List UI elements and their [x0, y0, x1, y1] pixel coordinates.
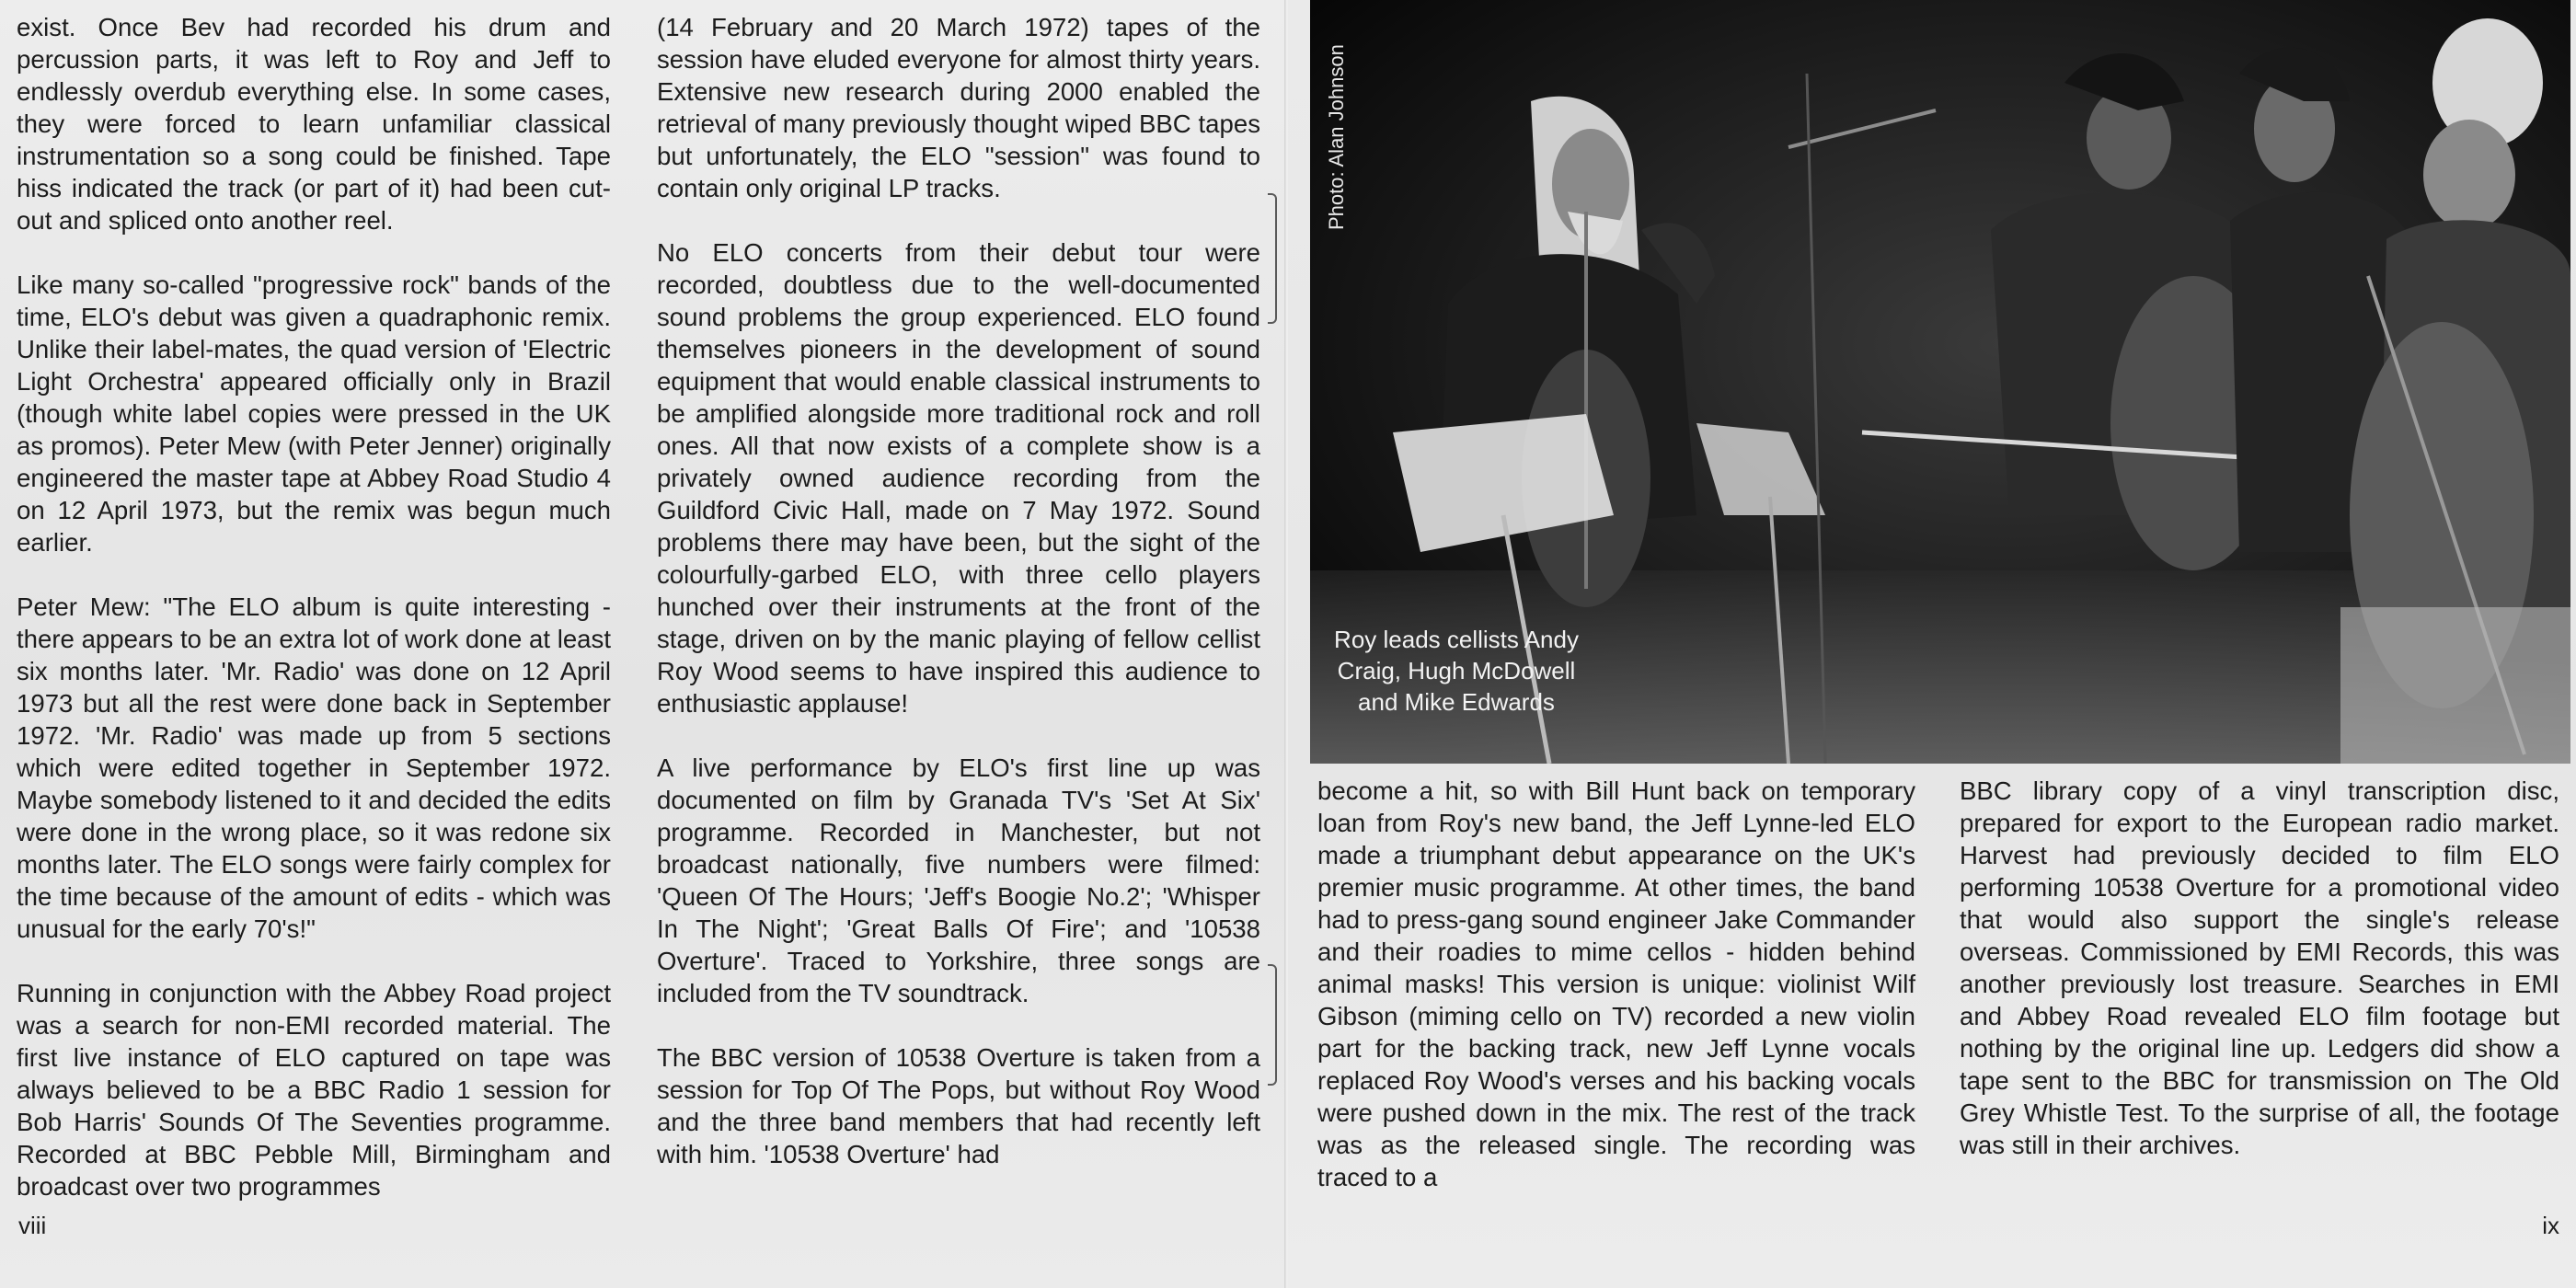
paragraph: Like many so-called "progressive rock" bands of the time, ELO's debut was given a quadraphonic remix. Unlike their label-mates, the quad version of 'Electric Light Orchestra' appeared officially only in Brazil (though white label copies were pressed in the UK as promos). Peter Mew (with Peter Jenner) originally engineered the master tape at Abbey Road Studio 4 on 12 April 1973, but the remix was begun much earlier. [17, 270, 611, 557]
paragraph: BBC library copy of a vinyl transcription disc, prepared for export to the European radio market. Harvest had previously decided to film ELO performing 10538 Overture for a promotional video that would also support the single's release overseas. Commissioned by EMI Records, this was another previously lost treasure. Searches in EMI and Abbey Road revealed ELO film footage but nothing by the original line up. Ledgers did show a tape sent to the BBC for transmission on The Old Grey Whistle Test. To the surprise of all, the footage was still in their archives. [1960, 776, 2559, 1159]
right-page [1288, 0, 2576, 1288]
right-page-column-1 [1317, 775, 1915, 1193]
left-page [0, 0, 1286, 1288]
paragraph: Running in conjunction with the Abbey Road project was a search for non-EMI recorded material. The first live instance of ELO captured on tape was always believed to be a BBC Radio 1 session for Bob Harris' Sounds Of The Seventies programme. Recorded at BBC Pebble Mill, Birmingham and broadcast over two programmes [17, 979, 611, 1201]
page-number: ix [2542, 1212, 2559, 1239]
paragraph: No ELO concerts from their debut tour were recorded, doubtless due to the well-documented sound problems the group experienced. ELO found themselves pioneers in the development of sound equipment that would enable classical instruments to be amplified alongside more traditional rock and roll ones. All that now exists of a complete show is a privately owned audience recording from the Guildford Civic Hall, made on 7 May 1972. Sound problems there may have been, but the sight of the colourfully-garbed ELO, with three cello players hunched over their instruments at the front of the stage, driven on by the manic playing of fellow cellist Roy Wood seems to have inspired this audience to enthusiastic applause! [657, 238, 1260, 718]
right-page-column-2 [1960, 775, 2559, 1161]
paragraph: (14 February and 20 March 1972) tapes of the session have eluded everyone for almost thirty years. Extensive new research during 2000 enabled the retrieval of many previously thought wiped BBC tapes but unfortunately, the ELO "session" was found to contain only original LP tracks. [657, 13, 1260, 202]
left-page-column-2 [657, 11, 1260, 1170]
photo-credit: Photo: Alan Johnson [1325, 44, 1348, 230]
left-page-column-1 [17, 11, 611, 1202]
photo-caption: Roy leads cellists Andy Craig, Hugh McDowell and Mike Edwards [1334, 626, 1579, 716]
paragraph: The BBC version of 10538 Overture is taken from a session for Top Of The Pops, but without Roy Wood and the three band members that had recently left with him. '10538 Overture' had [657, 1043, 1260, 1168]
staple-mark [1268, 964, 1277, 1086]
paragraph: Peter Mew: "The ELO album is quite interesting - there appears to be an extra lot of work done at least six months later. 'Mr. Radio' was done on 12 April 1973 but all the rest were done back in September 1972. 'Mr. Radio' was made up from 5 sections which were edited together in September 1972. Maybe somebody listened to it and decided the edits were done in the wrong place, so it was redone six months later. The ELO songs were fairly complex for the time because of the amount of edits - which was unusual for the early 70's!" [17, 592, 611, 943]
page-number: viii [18, 1212, 47, 1239]
staple-mark [1268, 193, 1277, 324]
paragraph: become a hit, so with Bill Hunt back on temporary loan from Roy's new band, the Jeff Lynne-led ELO made a triumphant debut appearance on the UK's premier music programme. At other times, the band had to press-gang sound engineer Jake Commander and their roadies to mime cellos - hidden behind animal masks! This version is unique: violinist Wilf Gibson (miming cello on TV) recorded a new violin part for the backing track, new Jeff Lynne vocals replaced Roy Wood's verses and his backing vocals were pushed down in the mix. The rest of the track was as the released single. The recording was traced to a [1317, 776, 1915, 1191]
band-photo [1310, 0, 2570, 764]
paragraph: A live performance by ELO's first line up was documented on film by Granada TV's 'Set At Six' programme. Recorded in Manchester, but not broadcast nationally, five numbers were filmed: 'Queen Of The Hours; 'Jeff's Boogie No.2'; 'Whisper In The Night'; 'Great Balls Of Fire'; and '10538 Overture'. Traced to Yorkshire, three songs are included from the TV soundtrack. [657, 753, 1260, 1007]
paragraph: exist. Once Bev had recorded his drum and percussion parts, it was left to Roy and Jeff to endlessly overdub everything else. In some cases, they were forced to learn unfamiliar classical instrumentation so a song could be finished. Tape hiss indicated the track (or part of it) had been cut-out and spliced onto another reel. [17, 13, 611, 235]
